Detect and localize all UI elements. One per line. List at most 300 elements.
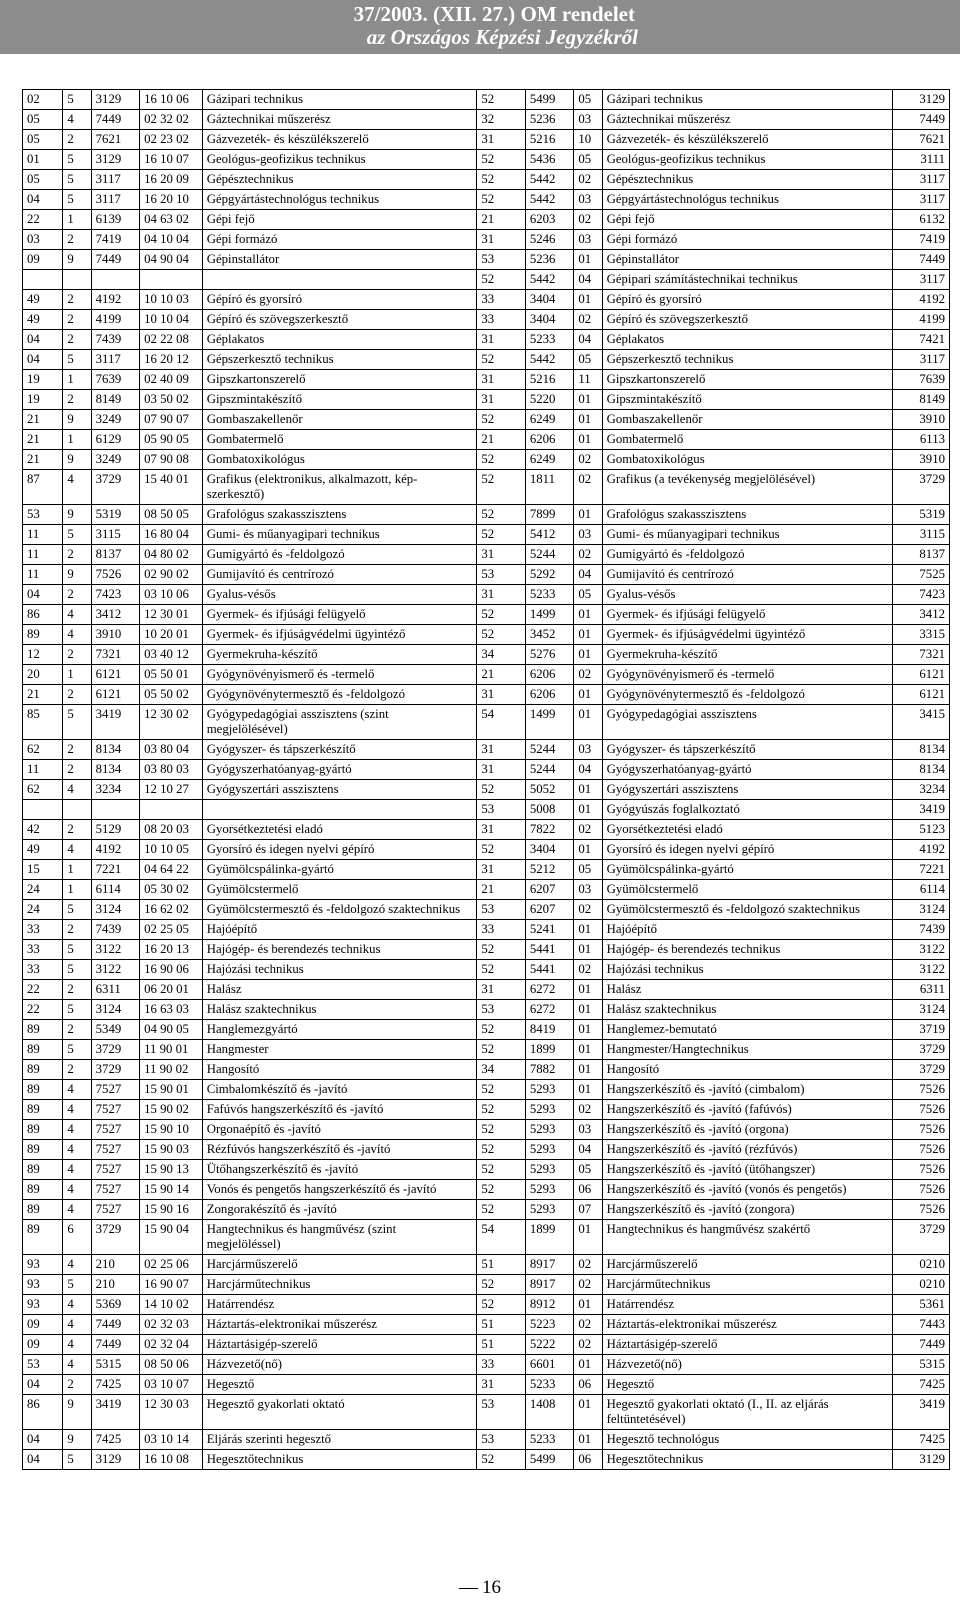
cell-old-qualification-name: Hajóépítő [202, 920, 477, 940]
cell-group-code: 89 [23, 1160, 63, 1180]
cell-old-qualification-name: Gyümölcstermelő [202, 880, 477, 900]
cell-new-qualification-name: Háztartás-elektronikai műszerész [602, 1315, 893, 1335]
cell-new-code-a: 5244 [525, 740, 573, 760]
cell-old-okj-code: 05 50 01 [140, 665, 203, 685]
cell-new-qualification-name: Hajóépítő [602, 920, 893, 940]
cell-new-code-a: 8912 [525, 1295, 573, 1315]
cell-old-okj-code: 02 32 02 [140, 110, 203, 130]
cell-group-code: 04 [23, 190, 63, 210]
cell-old-qualification-name: Határrendész [202, 1295, 477, 1315]
cell-old-qualification-name [202, 270, 477, 290]
cell-feor-code: 3419 [91, 705, 139, 740]
cell-new-feor-code: 7419 [893, 230, 950, 250]
table-row [23, 330, 950, 350]
cell-level-code: 1 [63, 370, 91, 390]
cell-new-qualification-name: Határrendész [602, 1295, 893, 1315]
cell-feor-code: 3122 [91, 960, 139, 980]
cell-new-qualification-name: Gyorsétkeztetési eladó [602, 820, 893, 840]
cell-feor-code [91, 800, 139, 820]
cell-level-code: 2 [63, 310, 91, 330]
cell-new-feor-code: 3910 [893, 450, 950, 470]
cell-old-qualification-name: Hanglemezgyártó [202, 1020, 477, 1040]
cell-new-level: 52 [477, 1450, 525, 1470]
cell-old-qualification-name: Gombatermelő [202, 430, 477, 450]
table-row [23, 860, 950, 880]
cell-feor-code: 7527 [91, 1100, 139, 1120]
cell-new-feor-code: 7421 [893, 330, 950, 350]
cell-feor-code: 3115 [91, 525, 139, 545]
cell-level-code: 4 [63, 1140, 91, 1160]
cell-new-level: 52 [477, 1020, 525, 1040]
table-row [23, 1080, 950, 1100]
cell-new-qualification-name: Gépésztechnikus [602, 170, 893, 190]
table-row [23, 1275, 950, 1295]
cell-old-qualification-name: Hegesztő [202, 1375, 477, 1395]
cell-new-level: 31 [477, 820, 525, 840]
cell-new-qualification-name: Hangszerkészítő és -javító (cimbalom) [602, 1080, 893, 1100]
cell-new-level: 31 [477, 330, 525, 350]
cell-old-qualification-name: Gumigyártó és -feldolgozó [202, 545, 477, 565]
table-row [23, 1100, 950, 1120]
cell-new-code-b: 01 [574, 1040, 602, 1060]
cell-old-okj-code: 08 50 05 [140, 505, 203, 525]
cell-new-code-b: 01 [574, 250, 602, 270]
cell-new-feor-code: 3419 [893, 800, 950, 820]
cell-level-code: 2 [63, 820, 91, 840]
document-header [0, 0, 960, 54]
cell-level-code: 2 [63, 980, 91, 1000]
cell-old-qualification-name: Gáztechnikai műszerész [202, 110, 477, 130]
cell-feor-code: 5129 [91, 820, 139, 840]
cell-feor-code: 7321 [91, 645, 139, 665]
cell-new-code-a: 5276 [525, 645, 573, 665]
cell-group-code: 11 [23, 760, 63, 780]
cell-new-code-b: 01 [574, 1220, 602, 1255]
cell-group-code: 04 [23, 1450, 63, 1470]
cell-new-feor-code: 7526 [893, 1200, 950, 1220]
cell-new-code-b: 02 [574, 665, 602, 685]
cell-level-code: 9 [63, 450, 91, 470]
cell-feor-code: 6311 [91, 980, 139, 1000]
cell-old-okj-code: 15 90 04 [140, 1220, 203, 1255]
cell-feor-code: 6139 [91, 210, 139, 230]
table-row [23, 940, 950, 960]
cell-old-qualification-name: Gépíró és gyorsíró [202, 290, 477, 310]
cell-new-qualification-name: Grafológus szakasszisztens [602, 505, 893, 525]
cell-feor-code: 7425 [91, 1375, 139, 1395]
cell-new-code-a: 5246 [525, 230, 573, 250]
cell-group-code: 04 [23, 330, 63, 350]
cell-old-okj-code: 16 90 07 [140, 1275, 203, 1295]
cell-new-level: 31 [477, 390, 525, 410]
cell-new-level: 51 [477, 1255, 525, 1275]
cell-old-qualification-name: Harcjárműtechnikus [202, 1275, 477, 1295]
cell-old-qualification-name: Gipszkartonszerelő [202, 370, 477, 390]
cell-new-code-b: 04 [574, 330, 602, 350]
cell-new-code-a: 5292 [525, 565, 573, 585]
cell-old-qualification-name: Gyümölcstermesztő és -feldolgozó szaktechnikus [202, 900, 477, 920]
cell-new-level: 21 [477, 665, 525, 685]
cell-level-code: 1 [63, 860, 91, 880]
cell-old-qualification-name: Halász [202, 980, 477, 1000]
cell-new-code-b: 01 [574, 1020, 602, 1040]
cell-group-code: 19 [23, 370, 63, 390]
cell-new-code-a: 6206 [525, 665, 573, 685]
cell-new-code-a: 5442 [525, 170, 573, 190]
cell-new-code-a: 5293 [525, 1180, 573, 1200]
cell-new-qualification-name: Gépíró és gyorsíró [602, 290, 893, 310]
cell-new-code-a: 3404 [525, 310, 573, 330]
cell-new-code-b: 02 [574, 210, 602, 230]
cell-new-feor-code: 8134 [893, 740, 950, 760]
cell-old-okj-code: 03 80 03 [140, 760, 203, 780]
cell-new-code-b: 02 [574, 1275, 602, 1295]
cell-level-code: 5 [63, 1040, 91, 1060]
cell-feor-code: 6114 [91, 880, 139, 900]
cell-old-okj-code: 11 90 01 [140, 1040, 203, 1060]
table-row [23, 780, 950, 800]
cell-old-qualification-name: Gépszerkesztő technikus [202, 350, 477, 370]
cell-new-feor-code: 7425 [893, 1375, 950, 1395]
cell-new-feor-code: 3129 [893, 1450, 950, 1470]
cell-new-code-a: 6207 [525, 880, 573, 900]
cell-new-code-a: 5220 [525, 390, 573, 410]
table-row [23, 980, 950, 1000]
cell-level-code: 4 [63, 1315, 91, 1335]
cell-level-code: 5 [63, 190, 91, 210]
cell-level-code: 5 [63, 170, 91, 190]
cell-old-qualification-name: Gépgyártástechnológus technikus [202, 190, 477, 210]
cell-new-code-a: 6249 [525, 450, 573, 470]
cell-group-code: 49 [23, 840, 63, 860]
table-row [23, 1395, 950, 1430]
cell-new-code-b: 03 [574, 1120, 602, 1140]
cell-new-code-a: 6206 [525, 685, 573, 705]
table-row [23, 760, 950, 780]
cell-new-level: 31 [477, 545, 525, 565]
cell-new-level: 34 [477, 1060, 525, 1080]
table-row [23, 190, 950, 210]
cell-new-code-b: 03 [574, 110, 602, 130]
cell-new-feor-code: 3124 [893, 900, 950, 920]
cell-level-code: 5 [63, 705, 91, 740]
cell-new-qualification-name: Hangtechnikus és hangművész szakértő [602, 1220, 893, 1255]
cell-feor-code: 3412 [91, 605, 139, 625]
cell-old-qualification-name: Ütőhangszerkészítő és -javító [202, 1160, 477, 1180]
cell-old-qualification-name: Gyorsétkeztetési eladó [202, 820, 477, 840]
table-row [23, 1120, 950, 1140]
cell-new-feor-code: 7449 [893, 110, 950, 130]
cell-new-qualification-name: Gyógyszerhatóanyag-gyártó [602, 760, 893, 780]
cell-old-qualification-name: Gipszmintakészítő [202, 390, 477, 410]
cell-new-feor-code: 7526 [893, 1100, 950, 1120]
cell-new-qualification-name: Géplakatos [602, 330, 893, 350]
cell-old-okj-code: 16 20 09 [140, 170, 203, 190]
cell-group-code: 22 [23, 980, 63, 1000]
cell-new-code-b: 03 [574, 190, 602, 210]
cell-old-okj-code: 03 40 12 [140, 645, 203, 665]
cell-new-qualification-name: Gyümölcspálinka-gyártó [602, 860, 893, 880]
cell-new-qualification-name: Gombatoxikológus [602, 450, 893, 470]
cell-level-code: 4 [63, 1355, 91, 1375]
cell-new-code-b: 01 [574, 800, 602, 820]
cell-new-qualification-name: Gépipari számítástechnikai technikus [602, 270, 893, 290]
cell-new-qualification-name: Hangszerkészítő és -javító (vonós és pengetős) [602, 1180, 893, 1200]
cell-new-code-b: 01 [574, 645, 602, 665]
cell-group-code: 93 [23, 1295, 63, 1315]
table-row [23, 250, 950, 270]
cell-new-level: 31 [477, 1375, 525, 1395]
cell-old-qualification-name: Geológus-geofizikus technikus [202, 150, 477, 170]
cell-old-okj-code: 16 90 06 [140, 960, 203, 980]
cell-new-qualification-name: Grafikus (a tevékenység megjelölésével) [602, 470, 893, 505]
cell-new-level: 32 [477, 110, 525, 130]
cell-new-feor-code: 3122 [893, 940, 950, 960]
cell-new-code-a: 3404 [525, 840, 573, 860]
cell-level-code: 2 [63, 290, 91, 310]
cell-feor-code: 8134 [91, 760, 139, 780]
cell-new-feor-code: 3419 [893, 1395, 950, 1430]
cell-new-code-a: 3404 [525, 290, 573, 310]
cell-new-code-a: 5052 [525, 780, 573, 800]
cell-old-qualification-name: Gombatoxikológus [202, 450, 477, 470]
cell-group-code: 02 [23, 90, 63, 110]
cell-old-okj-code: 16 20 10 [140, 190, 203, 210]
cell-group-code: 21 [23, 410, 63, 430]
table-row [23, 390, 950, 410]
table-row [23, 565, 950, 585]
cell-new-level: 52 [477, 1100, 525, 1120]
cell-new-qualification-name: Gipszkartonszerelő [602, 370, 893, 390]
cell-feor-code: 6121 [91, 685, 139, 705]
cell-old-qualification-name: Gyógyszerhatóanyag-gyártó [202, 760, 477, 780]
cell-group-code: 42 [23, 820, 63, 840]
cell-new-code-a: 5499 [525, 90, 573, 110]
cell-new-code-b: 04 [574, 565, 602, 585]
cell-group-code: 21 [23, 685, 63, 705]
cell-group-code: 24 [23, 880, 63, 900]
header-title: 37/2003. (XII. 27.) OM rendelet [353, 2, 635, 26]
cell-new-feor-code: 5319 [893, 505, 950, 525]
cell-old-qualification-name: Rézfúvós hangszerkészítő és -javító [202, 1140, 477, 1160]
cell-old-okj-code: 02 32 04 [140, 1335, 203, 1355]
cell-feor-code: 3729 [91, 1220, 139, 1255]
cell-new-qualification-name: Hanglemez-bemutató [602, 1020, 893, 1040]
cell-new-code-b: 02 [574, 1315, 602, 1335]
cell-group-code: 03 [23, 230, 63, 250]
cell-feor-code: 7527 [91, 1140, 139, 1160]
cell-new-code-a: 5293 [525, 1160, 573, 1180]
cell-new-qualification-name: Gyógyszertári asszisztens [602, 780, 893, 800]
cell-new-qualification-name: Harcjárműtechnikus [602, 1275, 893, 1295]
cell-old-okj-code: 03 10 06 [140, 585, 203, 605]
cell-new-level: 51 [477, 1335, 525, 1355]
cell-group-code: 89 [23, 1020, 63, 1040]
cell-new-qualification-name: Gyógypedagógiai asszisztens [602, 705, 893, 740]
cell-level-code: 5 [63, 1450, 91, 1470]
cell-new-code-b: 01 [574, 410, 602, 430]
cell-feor-code: 3729 [91, 1060, 139, 1080]
cell-new-code-b: 04 [574, 1140, 602, 1160]
cell-old-qualification-name: Gépésztechnikus [202, 170, 477, 190]
cell-old-qualification-name: Fafúvós hangszerkészítő és -javító [202, 1100, 477, 1120]
cell-new-code-b: 06 [574, 1450, 602, 1470]
cell-group-code: 20 [23, 665, 63, 685]
cell-feor-code: 7449 [91, 110, 139, 130]
table-row [23, 370, 950, 390]
cell-new-code-b: 02 [574, 450, 602, 470]
cell-new-code-b: 01 [574, 625, 602, 645]
cell-new-feor-code: 7526 [893, 1140, 950, 1160]
cell-new-feor-code: 6121 [893, 685, 950, 705]
cell-new-qualification-name: Házvezető(nő) [602, 1355, 893, 1375]
cell-new-feor-code: 5361 [893, 1295, 950, 1315]
table-row [23, 410, 950, 430]
cell-new-code-b: 03 [574, 525, 602, 545]
cell-new-level: 33 [477, 1355, 525, 1375]
cell-old-qualification-name: Gombaszakellenőr [202, 410, 477, 430]
cell-group-code: 33 [23, 960, 63, 980]
cell-old-okj-code: 02 25 05 [140, 920, 203, 940]
cell-level-code: 2 [63, 685, 91, 705]
cell-new-code-a: 5442 [525, 350, 573, 370]
table-row [23, 1355, 950, 1375]
cell-new-level: 34 [477, 645, 525, 665]
cell-feor-code: 8134 [91, 740, 139, 760]
cell-group-code: 33 [23, 920, 63, 940]
cell-new-feor-code: 3111 [893, 150, 950, 170]
table-row [23, 820, 950, 840]
cell-new-qualification-name: Hangmester/Hangtechnikus [602, 1040, 893, 1060]
cell-level-code: 4 [63, 840, 91, 860]
cell-new-feor-code: 3234 [893, 780, 950, 800]
cell-level-code: 9 [63, 410, 91, 430]
cell-new-code-a: 5223 [525, 1315, 573, 1335]
cell-new-code-b: 02 [574, 170, 602, 190]
cell-group-code: 87 [23, 470, 63, 505]
cell-group-code [23, 270, 63, 290]
cell-new-level: 31 [477, 230, 525, 250]
cell-feor-code: 3129 [91, 90, 139, 110]
cell-new-level: 52 [477, 625, 525, 645]
cell-new-code-a: 1899 [525, 1040, 573, 1060]
cell-group-code: 49 [23, 310, 63, 330]
cell-old-qualification-name: Gyorsíró és idegen nyelvi gépíró [202, 840, 477, 860]
cell-feor-code: 3129 [91, 1450, 139, 1470]
cell-new-code-b: 05 [574, 150, 602, 170]
cell-new-code-b: 01 [574, 705, 602, 740]
table-row [23, 110, 950, 130]
table-row [23, 1295, 950, 1315]
cell-new-qualification-name: Hajógép- és berendezés technikus [602, 940, 893, 960]
cell-level-code: 5 [63, 1000, 91, 1020]
cell-new-code-a: 5244 [525, 760, 573, 780]
cell-old-okj-code: 10 10 05 [140, 840, 203, 860]
cell-old-okj-code: 16 62 02 [140, 900, 203, 920]
cell-feor-code: 7621 [91, 130, 139, 150]
cell-group-code: 04 [23, 1430, 63, 1450]
table-row [23, 1335, 950, 1355]
cell-group-code: 05 [23, 170, 63, 190]
cell-old-okj-code: 11 90 02 [140, 1060, 203, 1080]
cell-feor-code: 7439 [91, 920, 139, 940]
cell-group-code: 85 [23, 705, 63, 740]
cell-new-feor-code: 7639 [893, 370, 950, 390]
cell-new-code-b: 01 [574, 685, 602, 705]
table-row [23, 880, 950, 900]
cell-level-code: 2 [63, 330, 91, 350]
cell-new-qualification-name: Gumigyártó és -feldolgozó [602, 545, 893, 565]
cell-new-level: 53 [477, 800, 525, 820]
cell-old-okj-code: 04 63 02 [140, 210, 203, 230]
cell-level-code: 2 [63, 230, 91, 250]
cell-new-level: 52 [477, 1040, 525, 1060]
cell-group-code: 53 [23, 505, 63, 525]
cell-old-okj-code: 16 10 07 [140, 150, 203, 170]
cell-new-qualification-name: Gyermekruha-készítő [602, 645, 893, 665]
table-row [23, 1160, 950, 1180]
cell-level-code: 9 [63, 565, 91, 585]
cell-old-okj-code: 12 30 03 [140, 1395, 203, 1430]
cell-new-feor-code: 7526 [893, 1160, 950, 1180]
cell-old-okj-code: 07 90 07 [140, 410, 203, 430]
cell-new-qualification-name: Gyógyúszás foglalkoztató [602, 800, 893, 820]
cell-old-qualification-name: Gépíró és szövegszerkesztő [202, 310, 477, 330]
cell-new-code-b: 07 [574, 1200, 602, 1220]
table-row [23, 740, 950, 760]
cell-feor-code: 5369 [91, 1295, 139, 1315]
cell-new-code-b: 02 [574, 1255, 602, 1275]
cell-new-level: 53 [477, 1430, 525, 1450]
cell-level-code: 1 [63, 430, 91, 450]
cell-level-code: 2 [63, 1375, 91, 1395]
cell-level-code: 4 [63, 1255, 91, 1275]
cell-new-code-a: 5441 [525, 940, 573, 960]
cell-new-code-b: 02 [574, 1335, 602, 1355]
cell-group-code: 21 [23, 450, 63, 470]
cell-old-qualification-name: Hegesztő gyakorlati oktató [202, 1395, 477, 1430]
cell-new-code-b: 10 [574, 130, 602, 150]
cell-group-code: 62 [23, 740, 63, 760]
cell-new-level: 21 [477, 210, 525, 230]
cell-new-feor-code: 7443 [893, 1315, 950, 1335]
cell-new-feor-code: 8137 [893, 545, 950, 565]
cell-new-level: 52 [477, 470, 525, 505]
cell-new-code-a: 6272 [525, 980, 573, 1000]
cell-new-code-b: 02 [574, 960, 602, 980]
cell-old-qualification-name: Gyógynövénytermesztő és -feldolgozó [202, 685, 477, 705]
cell-new-feor-code: 7423 [893, 585, 950, 605]
table-row [23, 605, 950, 625]
cell-new-level: 52 [477, 605, 525, 625]
cell-new-code-a: 6601 [525, 1355, 573, 1375]
cell-new-feor-code: 7449 [893, 250, 950, 270]
cell-feor-code: 4192 [91, 840, 139, 860]
cell-old-qualification-name: Eljárás szerinti hegesztő [202, 1430, 477, 1450]
cell-old-qualification-name: Gépinstallátor [202, 250, 477, 270]
cell-level-code: 4 [63, 780, 91, 800]
cell-old-okj-code: 05 90 05 [140, 430, 203, 450]
cell-level-code: 1 [63, 210, 91, 230]
cell-new-code-b: 01 [574, 430, 602, 450]
cell-new-feor-code: 7321 [893, 645, 950, 665]
table-row [23, 470, 950, 505]
cell-new-code-b: 04 [574, 270, 602, 290]
table-row [23, 230, 950, 250]
cell-group-code: 11 [23, 545, 63, 565]
cell-feor-code: 4192 [91, 290, 139, 310]
cell-old-qualification-name: Hajózási technikus [202, 960, 477, 980]
